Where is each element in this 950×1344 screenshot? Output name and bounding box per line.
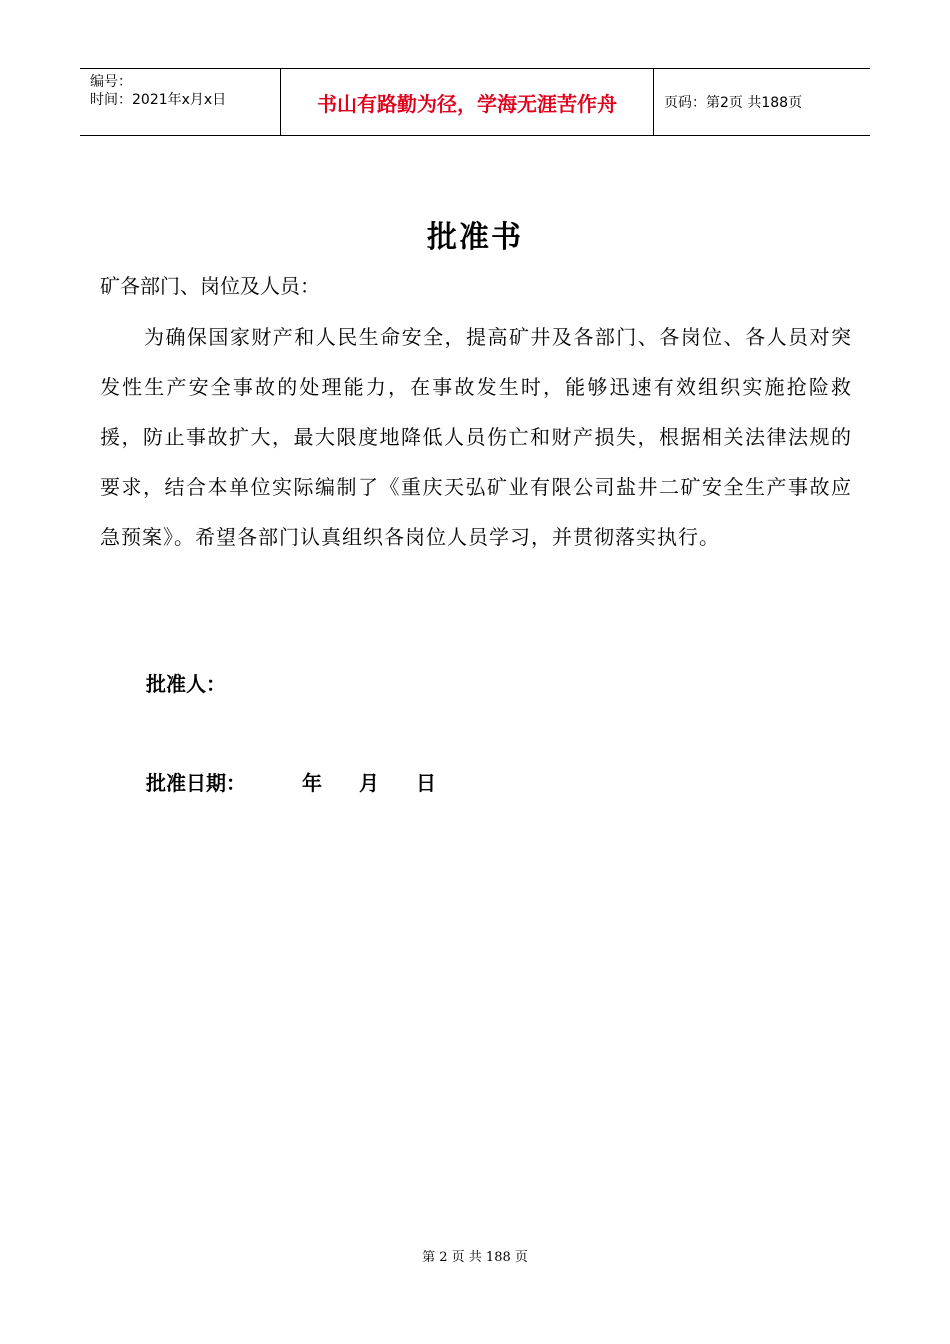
page-header	[80, 68, 870, 136]
document-number-label: 编号：	[90, 74, 132, 90]
approve-date-line	[146, 767, 473, 796]
header-page-info: 页码：第2页 共188页	[664, 95, 803, 111]
approver-label: 批准人：	[146, 672, 226, 696]
day-unit: 日	[416, 771, 436, 795]
header-meta	[80, 69, 281, 135]
header-slogan: 书山有路勤为径，学海无涯苦作舟	[281, 69, 654, 135]
approve-date-label: 批准日期：	[146, 771, 246, 795]
document-title: 批准书	[427, 220, 523, 255]
body-paragraph: 为确保国家财产和人民生命安全，提高矿井及各部门、各岗位、各人员对突发性生产安全事故的处理能力，在事故发生时，能够迅速有效组织实施抢险救援，防止事故扩大，最大限度地降低人员伤亡和财产损失，根据相关法律法规的要求，结合本单位实际编制了《重庆天弘矿业有限公司盐井二矿安全生产事故应急预案》。希望各部门认真组织各岗位人员学习，并贯彻落实执行。	[100, 325, 852, 549]
month-unit: 月	[359, 771, 379, 795]
document-time-label: 时间：2021年x月x日	[90, 92, 227, 108]
salutation: 矿各部门、岗位及人员：	[100, 274, 320, 298]
year-unit: 年	[302, 771, 322, 795]
page-footer: 第 2 页 共 188 页	[422, 1250, 528, 1265]
